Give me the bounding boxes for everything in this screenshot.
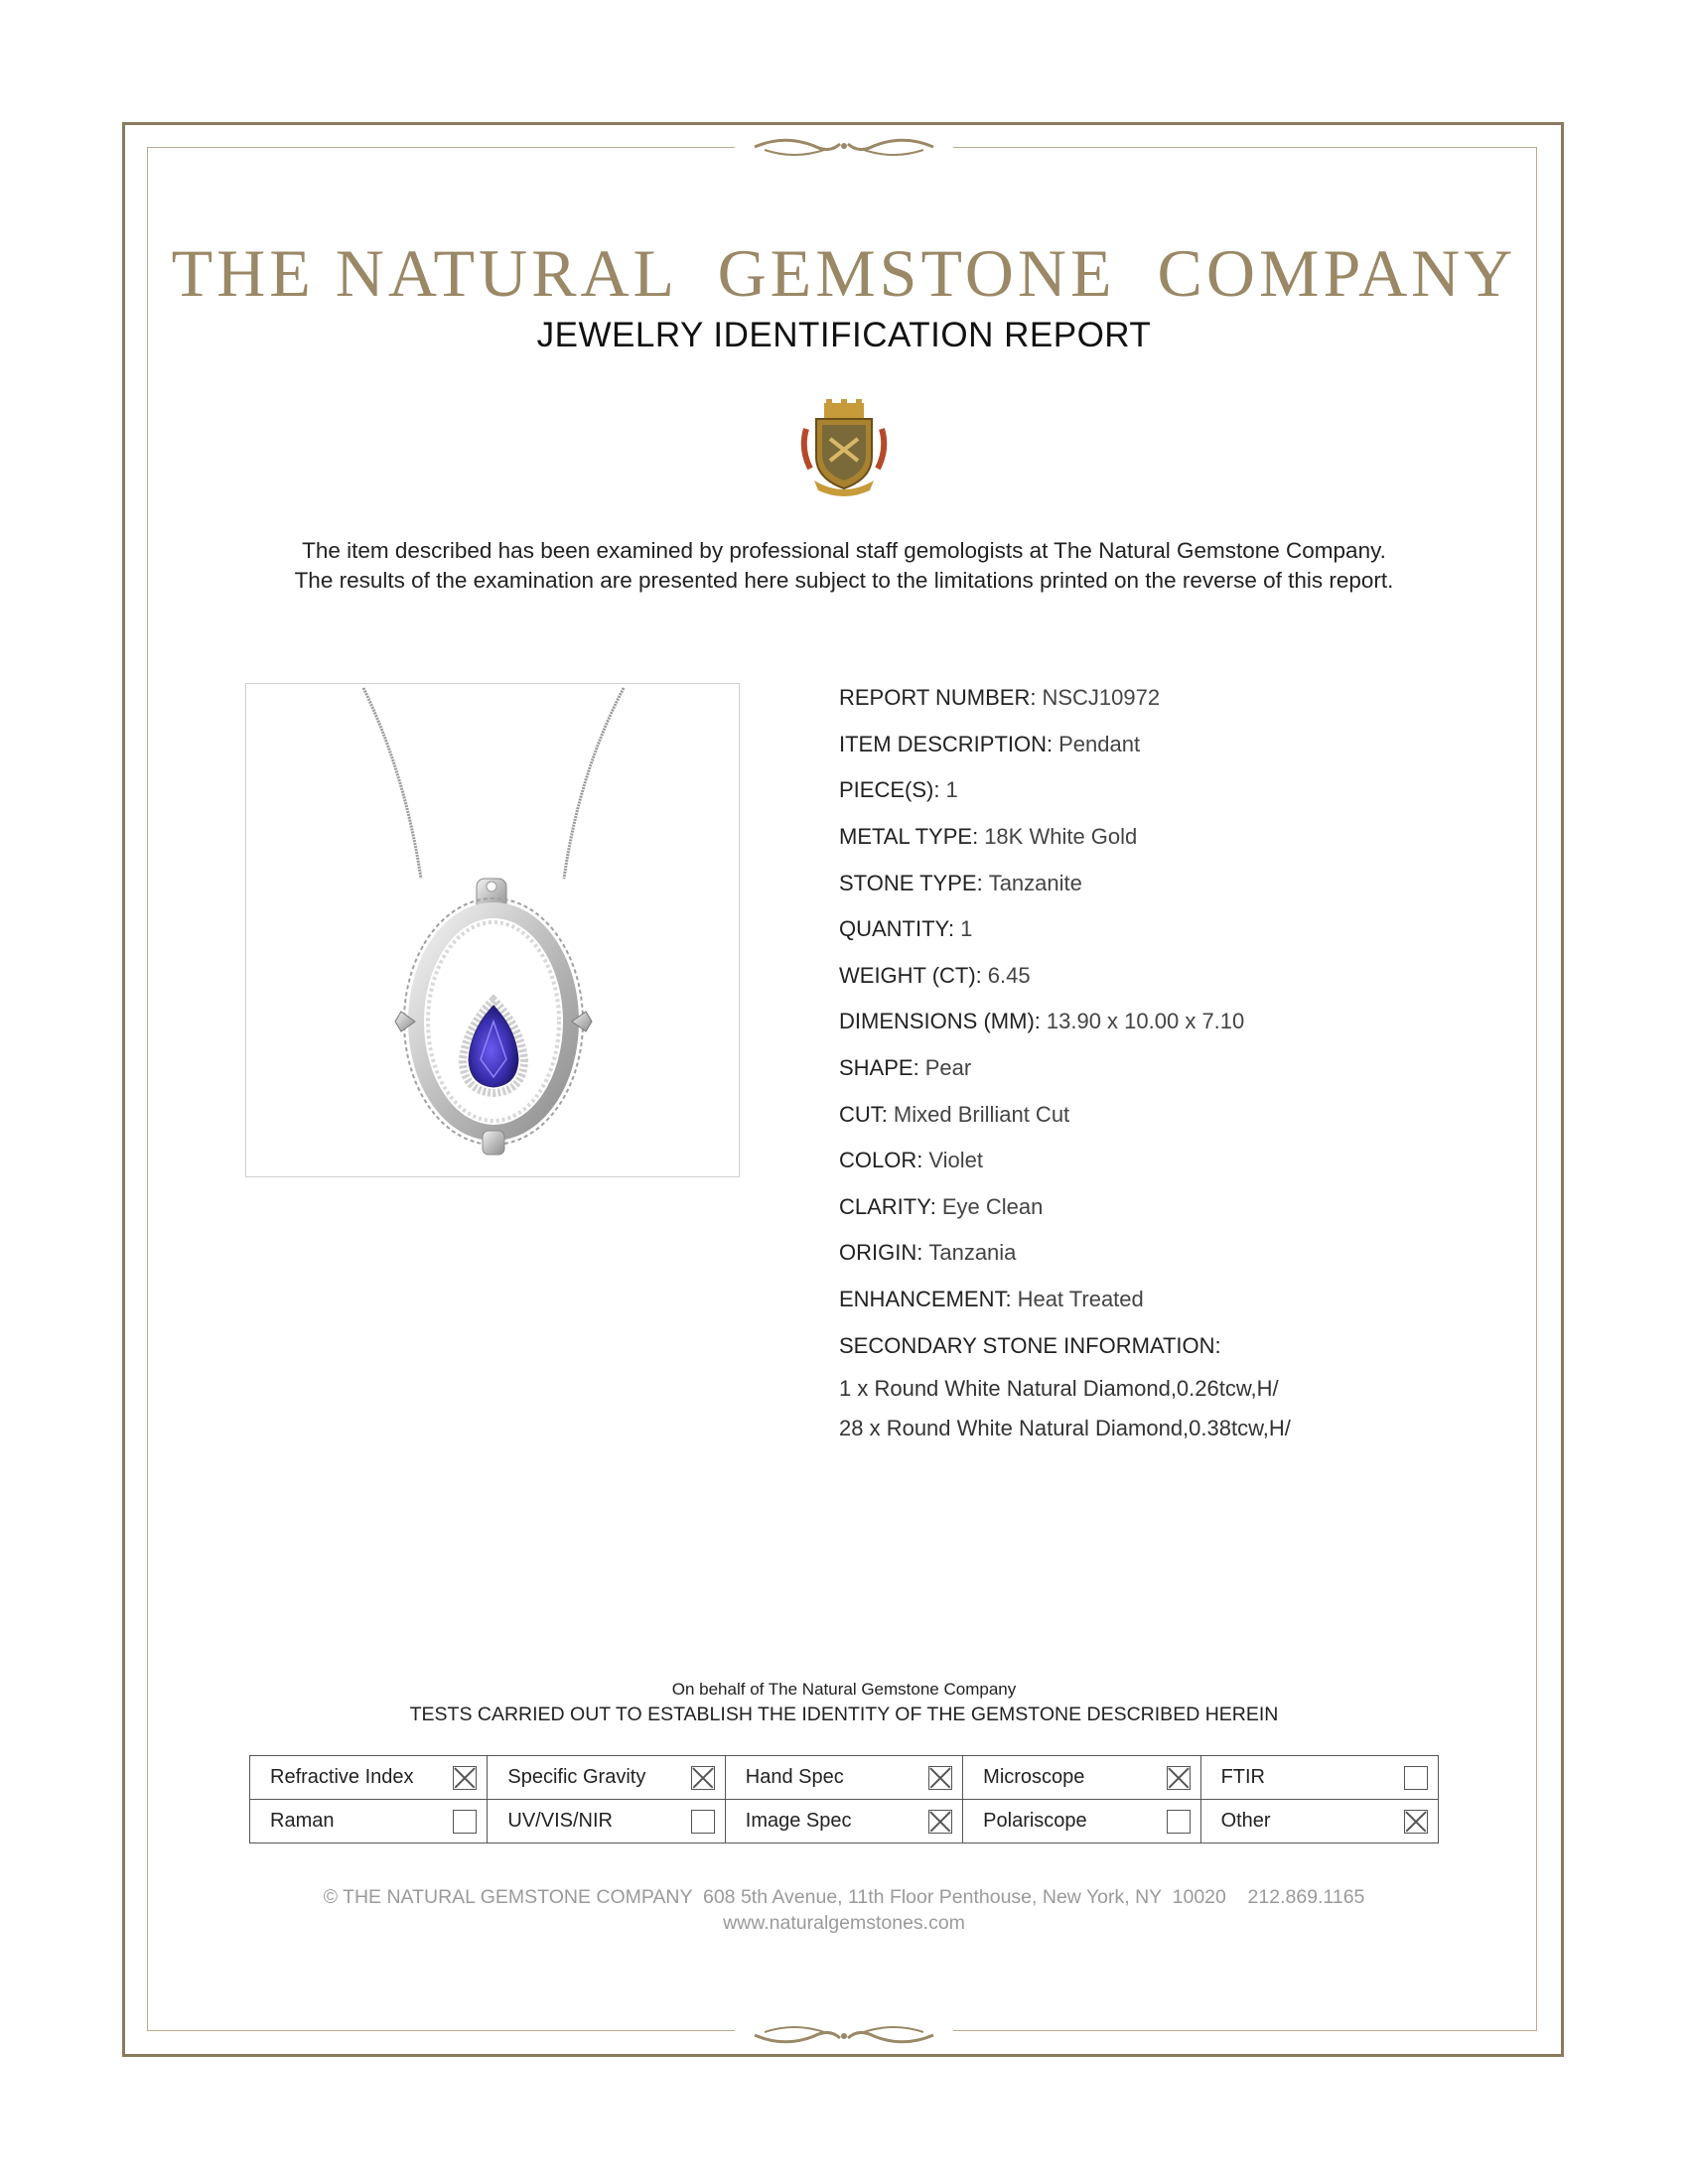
detail-row-report-number: REPORT NUMBER: NSCJ10972 [839, 685, 1161, 711]
test-cell-microscope: Microscope [963, 1756, 1200, 1800]
checkbox-raman[interactable] [453, 1810, 477, 1834]
scroll-ornament-icon [735, 129, 953, 165]
checkbox-uv-vis-nir[interactable] [691, 1810, 715, 1834]
detail-row-quantity: QUANTITY: 1 [839, 916, 973, 942]
tests-title: TESTS CARRIED OUT TO ESTABLISH THE IDENTITY OF THE GEMSTONE DESCRIBED HEREIN [409, 1704, 1279, 1725]
crest-icon [800, 399, 888, 498]
intro-text [199, 536, 1489, 596]
secondary-stone-line: 28 x Round White Natural Diamond,0.38tcw,H/ [839, 1415, 1291, 1440]
tests-table [249, 1755, 1439, 1843]
test-cell-refractive-index: Refractive Index [250, 1756, 488, 1800]
footer-address: © THE NATURAL GEMSTONE COMPANY 608 5th Avenue, 11th Floor Penthouse, New York, NY 10020 212.869.1165 [323, 1886, 1365, 1908]
checkbox-specific-gravity[interactable] [691, 1766, 715, 1790]
detail-row-color: COLOR: Violet [839, 1148, 983, 1173]
detail-row-stone-type: STONE TYPE: Tanzanite [839, 870, 1082, 895]
detail-row-pieces: PIECE(S): 1 [839, 777, 958, 803]
report-title: JEWELRY IDENTIFICATION REPORT [536, 316, 1152, 354]
checkbox-ftir[interactable] [1404, 1766, 1428, 1790]
checkbox-polariscope[interactable] [1167, 1810, 1191, 1834]
company-title: THE NATURAL GEMSTONE COMPANY [171, 235, 1517, 311]
secondary-stone-line: 1 x Round White Natural Diamond,0.26tcw,H/ [839, 1375, 1279, 1401]
checkbox-other[interactable] [1404, 1810, 1428, 1834]
intro-line-1: The item described has been examined by professional staff gemologists at The Natural Gemstone Company. [302, 538, 1386, 563]
test-cell-ftir: FTIR [1200, 1756, 1438, 1800]
test-cell-image-spec: Image Spec [725, 1800, 962, 1843]
behalf-text: On behalf of The Natural Gemstone Company [671, 1680, 1017, 1699]
checkbox-refractive-index[interactable] [453, 1766, 477, 1790]
detail-row-metal-type: METAL TYPE: 18K White Gold [839, 824, 1138, 850]
detail-row-clarity: CLARITY: Eye Clean [839, 1193, 1044, 1219]
detail-row-shape: SHAPE: Pear [839, 1055, 972, 1081]
test-cell-specific-gravity: Specific Gravity [488, 1756, 725, 1800]
footer-website[interactable]: www.naturalgemstones.com [723, 1912, 965, 1934]
detail-row-origin: ORIGIN: Tanzania [839, 1240, 1017, 1266]
detail-row-dimensions: DIMENSIONS (MM): 13.90 x 10.00 x 7.10 [839, 1009, 1245, 1034]
tests-row [250, 1800, 1439, 1843]
checkbox-hand-spec[interactable] [928, 1766, 952, 1790]
intro-line-2: The results of the examination are presented here subject to the limitations printed on the reverse of this report. [294, 568, 1394, 593]
test-cell-uv-vis-nir: UV/VIS/NIR [488, 1800, 725, 1843]
test-cell-polariscope: Polariscope [963, 1800, 1200, 1843]
scroll-ornament-icon [735, 2017, 953, 2053]
tests-row [250, 1756, 1439, 1800]
detail-row-cut: CUT: Mixed Brilliant Cut [839, 1101, 1070, 1127]
detail-row-enhancement: ENHANCEMENT: Heat Treated [839, 1287, 1144, 1312]
test-cell-raman: Raman [250, 1800, 488, 1843]
detail-row-item-description: ITEM DESCRIPTION: Pendant [839, 731, 1141, 756]
test-cell-hand-spec: Hand Spec [725, 1756, 962, 1800]
checkbox-image-spec[interactable] [928, 1810, 952, 1834]
detail-row-weight: WEIGHT (CT): 6.45 [839, 962, 1031, 988]
secondary-stone-heading: SECONDARY STONE INFORMATION: [839, 1332, 1221, 1358]
checkbox-microscope[interactable] [1167, 1766, 1191, 1790]
test-cell-other: Other [1200, 1800, 1438, 1843]
report-details [839, 675, 1514, 1448]
product-photo [245, 683, 740, 1177]
